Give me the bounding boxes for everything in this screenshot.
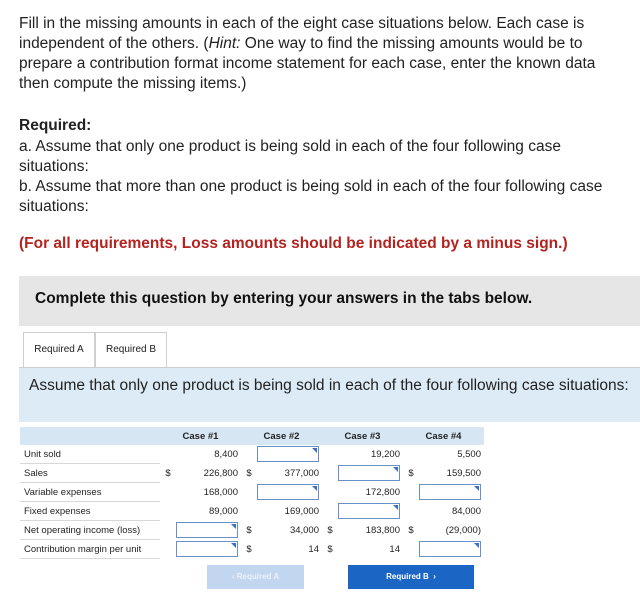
case-table: [20, 427, 484, 559]
cell-case-2: [257, 502, 322, 521]
given-value: 8,400: [214, 448, 238, 460]
given-value: 377,000: [284, 467, 319, 479]
row-label: Net operating income (loss): [20, 521, 160, 540]
instructions-line-2-end: One way to find the missing amounts would be to: [240, 35, 583, 52]
given-value: 183,800: [365, 524, 400, 536]
tab-required-b[interactable]: [95, 332, 167, 368]
instructions: [19, 14, 640, 94]
cell-case-1: [176, 445, 241, 464]
row-label: Sales: [20, 464, 160, 483]
loss-instruction: (For all requirements, Loss amounts should be indicated by a minus sign.): [19, 235, 568, 252]
table-row: [20, 483, 484, 502]
answer-input[interactable]: [338, 503, 400, 519]
cell-case-3: [338, 540, 403, 559]
answer-input[interactable]: [338, 465, 400, 481]
answer-input[interactable]: [419, 484, 481, 500]
column-header-case-3: Case #3: [322, 427, 403, 445]
table-row: [20, 540, 484, 559]
given-value: 5,500: [457, 448, 481, 460]
instructions-line-2: [19, 34, 640, 54]
currency-symbol: $: [327, 524, 333, 536]
given-value: 19,200: [370, 448, 400, 460]
currency-symbol: [160, 502, 176, 521]
given-value: 159,500: [446, 467, 481, 479]
cell-case-1: [176, 540, 241, 559]
cell-case-2: [257, 483, 322, 502]
chevron-left-icon: ‹: [231, 572, 237, 581]
cell-case-4: [419, 445, 484, 464]
cell-case-1: [176, 521, 241, 540]
instructions-line-4: then compute the missing items.): [19, 75, 247, 92]
tab-required-a-label: Required A: [34, 344, 84, 355]
cell-case-2: [257, 445, 322, 464]
cell-case-3: [338, 521, 403, 540]
cell-case-2: [257, 464, 322, 483]
row-label: Variable expenses: [20, 483, 160, 502]
given-value: 84,000: [451, 505, 481, 517]
cell-case-4: [419, 521, 484, 540]
given-value: (29,000): [445, 524, 481, 536]
cell-case-4: [419, 483, 484, 502]
currency-symbol: [403, 502, 419, 521]
cell-case-1: [176, 483, 241, 502]
cell-case-2: [257, 521, 322, 540]
answer-input[interactable]: [176, 541, 238, 557]
currency-symbol: $: [246, 543, 252, 555]
cell-case-4: [419, 464, 484, 483]
chevron-right-icon: ›: [428, 572, 436, 581]
row-label: Contribution margin per unit: [20, 540, 160, 559]
table-row: [20, 464, 484, 483]
answer-input[interactable]: [257, 484, 319, 500]
currency-symbol: [160, 521, 176, 540]
currency-symbol: [403, 540, 419, 559]
cell-case-1: [176, 502, 241, 521]
required-heading: Required:: [19, 117, 92, 134]
given-value: 89,000: [208, 505, 238, 517]
hint-label: Hint:: [208, 35, 241, 52]
answer-input[interactable]: [419, 541, 481, 557]
currency-symbol: $: [327, 543, 333, 555]
tab-panel-header: [19, 368, 640, 422]
cell-case-3: [338, 502, 403, 521]
previous-button[interactable]: [207, 565, 304, 589]
currency-symbol: [403, 483, 419, 502]
currency-symbol: [322, 483, 338, 502]
banner-text: Complete this question by entering your answers in the tabs below.: [35, 290, 533, 307]
table-header-row: [20, 427, 484, 445]
currency-symbol: [160, 483, 176, 502]
answer-input[interactable]: [176, 522, 238, 538]
cell-case-2: [257, 540, 322, 559]
tab-required-b-label: Required B: [105, 344, 157, 355]
header-blank: [20, 427, 160, 445]
cell-case-1: [176, 464, 241, 483]
given-value: 169,000: [284, 505, 319, 517]
currency-symbol: $: [246, 467, 252, 479]
requirement-a-line-1: a. Assume that only one product is being sold in each of the four following case: [19, 138, 561, 155]
instructions-line-3: prepare a contribution format income statement for each case, enter the known data: [19, 55, 596, 72]
cell-case-3: [338, 483, 403, 502]
currency-symbol: $: [246, 524, 252, 536]
cell-case-4: [419, 540, 484, 559]
given-value: 14: [308, 543, 319, 555]
given-value: 34,000: [289, 524, 319, 536]
currency-symbol: $: [408, 467, 414, 479]
currency-symbol: [241, 502, 257, 521]
instruction-banner: [19, 276, 640, 326]
table-row: [20, 521, 484, 540]
requirement-b-line-2: situations:: [19, 198, 89, 215]
requirement-b-line-1: b. Assume that more than one product is being sold in each of the four following case: [19, 178, 603, 195]
column-header-case-2: Case #2: [241, 427, 322, 445]
currency-symbol: [322, 445, 338, 464]
currency-symbol: [322, 464, 338, 483]
cell-case-3: [338, 445, 403, 464]
currency-symbol: [241, 483, 257, 502]
requirement-a-line-2: situations:: [19, 158, 89, 175]
previous-button-label: Required A: [236, 572, 280, 581]
column-header-case-4: Case #4: [403, 427, 484, 445]
cell-case-3: [338, 464, 403, 483]
currency-symbol: [241, 445, 257, 464]
row-label: Fixed expenses: [20, 502, 160, 521]
cell-case-4: [419, 502, 484, 521]
instructions-line-1: Fill in the missing amounts in each of the eight case situations below. Each case is: [19, 15, 585, 32]
next-button-label: Required B: [386, 572, 429, 581]
currency-symbol: [160, 540, 176, 559]
currency-symbol: [160, 445, 176, 464]
currency-symbol: [322, 502, 338, 521]
instructions-line-2-start: independent of the others. (: [19, 35, 209, 52]
given-value: 172,800: [365, 486, 400, 498]
given-value: 168,000: [203, 486, 238, 498]
panel-text: Assume that only one product is being sold in each of the four following case situations:: [29, 377, 629, 394]
column-header-case-1: Case #1: [160, 427, 241, 445]
currency-symbol: $: [408, 524, 414, 536]
given-value: 226,800: [203, 467, 238, 479]
tab-required-a[interactable]: [23, 332, 95, 368]
next-button[interactable]: [348, 565, 474, 589]
table-row: [20, 502, 484, 521]
given-value: 14: [389, 543, 400, 555]
currency-symbol: $: [165, 467, 171, 479]
currency-symbol: [403, 445, 419, 464]
answer-input[interactable]: [257, 446, 319, 462]
row-label: Unit sold: [20, 445, 160, 464]
table-row: [20, 445, 484, 464]
